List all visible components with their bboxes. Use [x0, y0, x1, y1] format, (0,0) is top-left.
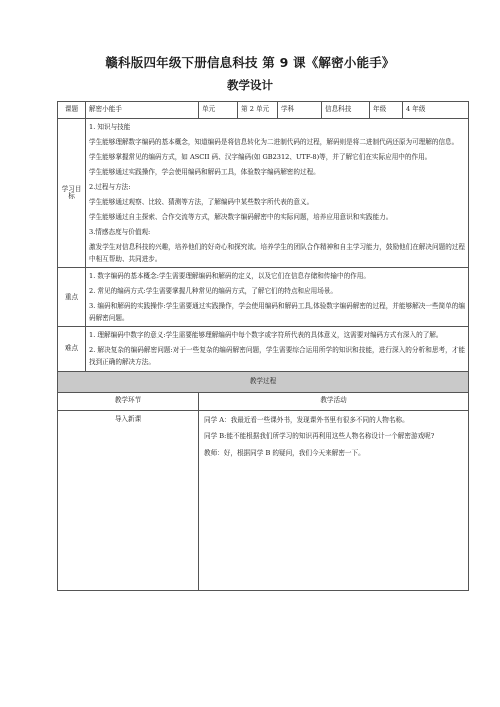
topic-value: 解密小能手 — [86, 102, 199, 119]
activity-line: 同学 B:能不能根据我们所学习的知识再利用这些人物名称设计一个解密游戏呢? — [204, 432, 435, 441]
document-title: 赣科版四年级下册信息科技 第 9 课《解密小能手》 — [105, 55, 395, 70]
header-row — [58, 102, 469, 119]
process-header-row — [58, 392, 469, 410]
goals-item: 学生能够通过观察、比较、猜测等方法，了解编码中某些数字所代表的意义。 — [89, 198, 314, 207]
goals-item: 学生能够理解数字编码的基本概念，知道编码是将信息转化为二进制代码的过程，解码则是将二进制代码还原为可理解的信息。 — [89, 138, 459, 147]
goals-item: 1. 知识与技能 — [89, 123, 131, 131]
difficulties-content — [86, 327, 469, 371]
key-point-item: 1. 数字编码的基本概念:学生需要理解编码和解码的定义，以及它们在信息存储和传输中的作用。 — [89, 272, 370, 281]
unit-label: 单元 — [199, 102, 238, 119]
key-points-row — [58, 268, 469, 327]
difficulty-item: 2. 解决复杂的编码解密问题:对于一些复杂的编码解密问题，学生需要综合运用所学的知识和技能，进行深入的分析和思考，才能找到正确的解决方法。 — [89, 346, 465, 366]
topic-label: 课题 — [58, 102, 86, 119]
process-section-title: 教学过程 — [58, 371, 469, 392]
goals-item: 学生能够通过自主探索、合作交流等方式，解决数字编码解密中的实际问题，培养应用意识和实践能力。 — [89, 213, 393, 222]
document-subtitle: 教学设计 — [227, 78, 273, 92]
activity-intro — [199, 410, 469, 590]
goals-label: 学习目标 — [58, 119, 86, 268]
goals-item: 激发学生对信息科技的兴趣，培养他们的好奇心和探究欲。培养学生的团队合作精神和自主学习能力，鼓励他们在解决问题的过程中相互帮助、共同进步。 — [89, 243, 465, 263]
key-points-label: 重点 — [58, 268, 86, 327]
activity-column-header: 教学活动 — [199, 392, 469, 410]
stage-intro: 导入新课 — [58, 410, 199, 590]
goals-item: 学生能够通过实践操作，学会使用编码和解码工具，体验数字编码解密的过程。 — [89, 168, 320, 177]
process-row-intro — [58, 410, 469, 590]
stage-column-header: 教学环节 — [58, 392, 199, 410]
grade-label: 年级 — [370, 102, 403, 119]
grade-value: 4 年级 — [403, 102, 469, 119]
activity-line: 同学 A：我最近看一些课外书，发现课外书里有很多不同的人物名称。 — [204, 415, 409, 424]
key-points-content — [86, 268, 469, 327]
lesson-plan-table — [57, 101, 469, 591]
goals-content — [86, 119, 469, 268]
goals-item: 3.情感态度与价值观: — [89, 228, 151, 237]
subject-label: 学科 — [278, 102, 322, 119]
goals-item: 学生能够掌握常见的编码方式，如 ASCII 码、汉字编码(如 GB2312、UTF-8)等，并了解它们在实际应用中的作用。 — [89, 153, 432, 162]
subject-value: 信息科技 — [322, 102, 370, 119]
difficulties-row — [58, 327, 469, 371]
key-point-item: 2. 常见的编码方式:学生需要掌握几种常见的编码方式，了解它们的特点和应用场景。 — [89, 287, 337, 296]
difficulty-item: 1. 理解编码中数字的意义:学生需要能够理解编码中每个数字或字符所代表的具体意义，这需要对编码方式有深入的了解。 — [89, 331, 443, 340]
activity-line: 教师：好，根据同学 B 的疑问，我们今天来解密一下。 — [204, 448, 365, 457]
goals-item: 2.过程与方法: — [89, 183, 131, 192]
goals-row — [58, 119, 469, 268]
key-point-item: 3. 编码和解码的实践操作:学生需要通过实践操作，学会使用编码和解码工具,体验数字编码解密的过程，并能够解决一些简单的编码解密问题。 — [89, 302, 465, 322]
process-section-row — [58, 371, 469, 392]
difficulties-label: 难点 — [58, 327, 86, 371]
unit-value: 第 2 单元 — [238, 102, 278, 119]
